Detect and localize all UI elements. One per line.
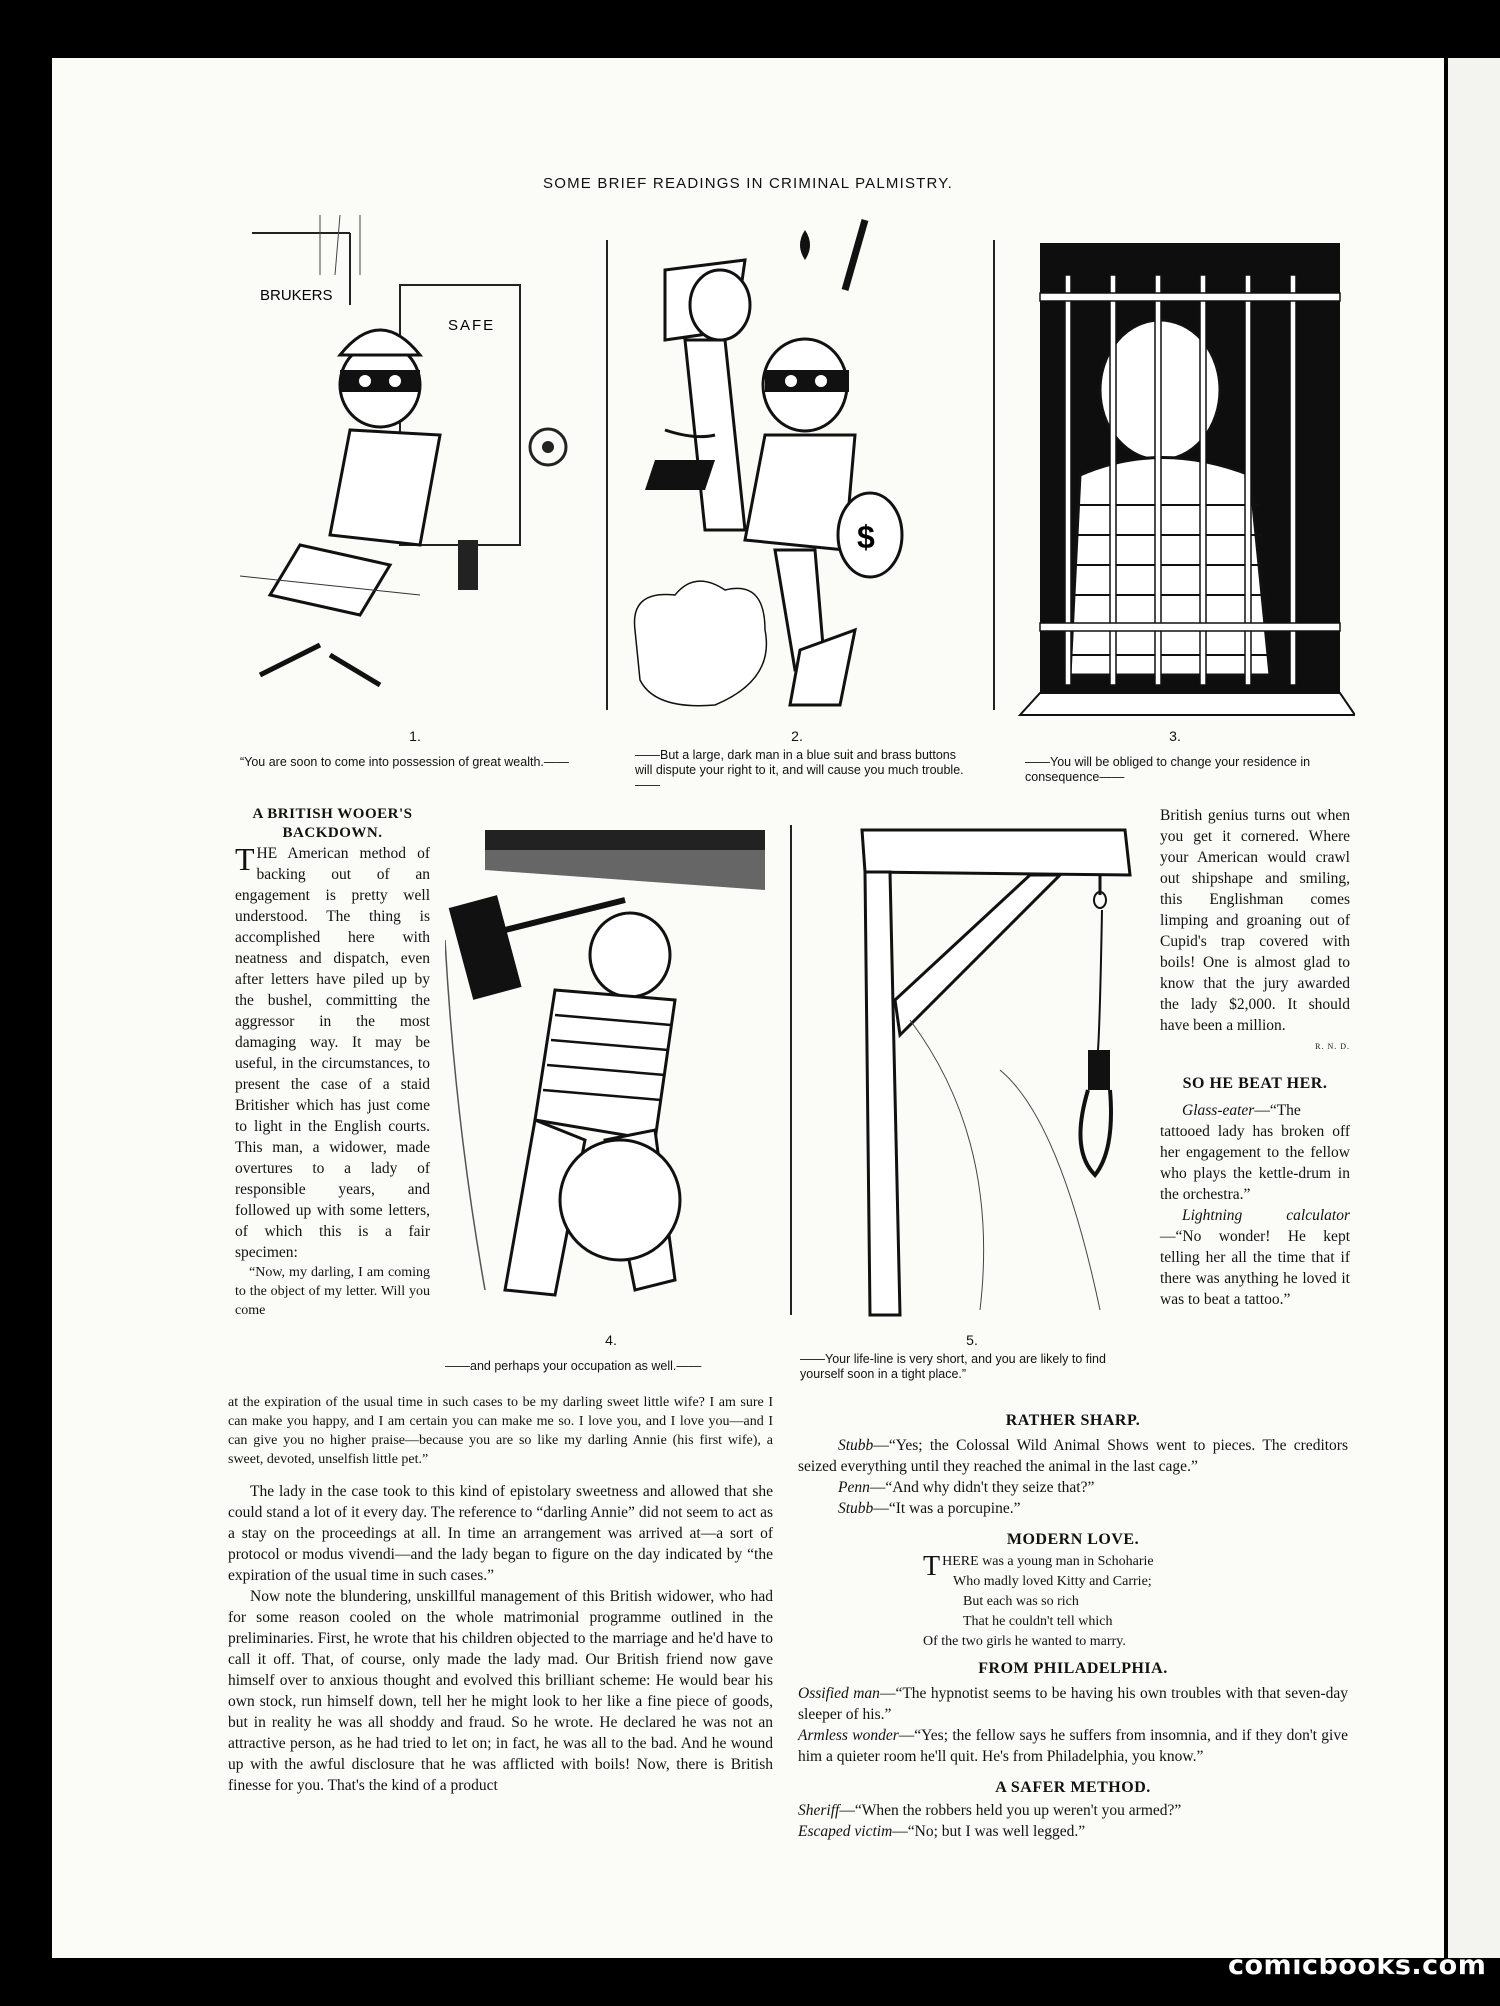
panel-divider	[993, 240, 995, 710]
page-edge	[1436, 58, 1442, 1958]
safer-article-title: A SAFER METHOD.	[995, 1779, 1151, 1796]
phila-speaker-2: Armless wonder	[798, 1727, 899, 1744]
panel-3-illustration	[1010, 215, 1355, 725]
panel-3-caption: ——You will be obliged to change your residence in consequence——	[1025, 755, 1311, 784]
wooer-article-title: A BRITISH WOOER'S BACKDOWN.	[252, 806, 413, 841]
sharp-speaker-1: Stubb	[838, 1437, 874, 1454]
sharp-speaker-2: Penn	[838, 1479, 870, 1496]
panel-4-illustration	[445, 820, 780, 1320]
svg-text:SAFE: SAFE	[448, 317, 496, 334]
panel-1-number: 1.	[409, 728, 421, 744]
sharp-line-2: —“And why didn't they seize that?”	[869, 1479, 1095, 1496]
author-signature: R. N. D.	[1315, 1042, 1350, 1051]
page-header: SOME BRIEF READINGS IN CRIMINAL PALMISTRY.	[543, 175, 953, 192]
panel-1-illustration	[240, 215, 600, 715]
love-article-title: MODERN LOVE.	[1006, 1531, 1140, 1548]
panel-4-number: 4.	[605, 1332, 617, 1348]
phila-line-2: —“Yes; the fellow says he suffers from insomnia, and if they don't give him a quieter room he'll quit. He's from Philadelphia, you know.”	[798, 1727, 1348, 1765]
sharp-line-3: —“It was a porcupine.”	[873, 1500, 1021, 1517]
panel-1-caption: “You are soon to come into possession of great wealth.——	[240, 755, 569, 769]
love-line-5: Of the two girls he wanted to marry.	[923, 1634, 1126, 1649]
love-drop-cap: T	[923, 1551, 941, 1582]
wooer-drop-cap: T	[235, 841, 255, 877]
love-line-1: HERE was a young man in Schoharie	[942, 1554, 1154, 1569]
love-line-2: Who madly loved Kitty and Carrie;	[953, 1574, 1152, 1589]
love-line-3: But each was so rich	[963, 1594, 1079, 1609]
panel-5-number: 5.	[966, 1332, 978, 1348]
panel-2-caption: ——But a large, dark man in a blue suit and brass buttons will dispute your right to it, and will cause you much trouble.——	[635, 748, 964, 792]
safer-speaker-2: Escaped victim	[798, 1823, 893, 1840]
panel-5-illustration	[800, 820, 1150, 1320]
phila-speaker-1: Ossified man	[798, 1685, 880, 1702]
adjacent-page	[1448, 58, 1500, 1958]
wooer-article-continued	[228, 1393, 773, 1796]
sharp-article-title: RATHER SHARP.	[1005, 1412, 1141, 1429]
panel-3-number: 3.	[1169, 728, 1181, 744]
beat-line-2: —“No wonder! He kept telling her all the time that if there was anything he loved it was to beat a tattoo.”	[1160, 1228, 1350, 1308]
safer-line-1: —“When the robbers held you up weren't you armed?”	[839, 1802, 1182, 1819]
panel-5-caption: ——Your life-line is very short, and you are likely to find yourself soon in a tight place.”	[800, 1352, 1106, 1381]
panel-2-illustration	[625, 210, 990, 715]
beat-article-title: SO HE BEAT HER.	[1182, 1075, 1328, 1092]
panel-divider	[790, 825, 792, 1315]
wooer-article-column	[235, 805, 430, 1320]
wooer-paragraph-continued: British genius turns out when you get it cornered. Where your American would crawl out shipshape and smiling, this Englishman comes limping and groaning out of Cupid's trap covered with boils! One is almost glad to know that the jury awarded the lady $2,000. It should have been a million.	[1160, 807, 1350, 1034]
panel-divider	[606, 240, 608, 710]
safer-speaker-1: Sheriff	[798, 1802, 840, 1819]
panel-4-caption: ——and perhaps your occupation as well.——	[445, 1359, 702, 1373]
love-line-4: That he couldn't tell which	[963, 1614, 1113, 1629]
wooer-paragraph-1: HE American method of backing out of an engagement is pretty well understood. The thing is accomplished here with neatness and dispatch, even after letters have piled up by the bushel, committing the aggressor in the most damaging way. It may be useful, in the circumstances, to present the case of a staid Britisher which has just come to light in the English courts. This man, a widower, made overtures to a lady of responsible years, and followed up with some letters, of which this is a fair specimen:	[235, 845, 430, 1261]
sharp-speaker-3: Stubb	[838, 1500, 874, 1517]
phila-article-title: FROM PHILADELPHIA.	[978, 1660, 1168, 1677]
love-poem	[923, 1552, 1223, 1652]
svg-text:$: $	[857, 519, 875, 555]
safer-line-2: —“No; but I was well legged.”	[892, 1823, 1086, 1840]
beat-speaker-2: Lightning calculator	[1182, 1207, 1350, 1224]
wooer-quote-end: at the expiration of the usual time in such cases to be my darling sweet little wife? I am sure I can make you happy, and I am certain you can make me so. I love you, and I love you—and I can give you no higher praise—because you are so like my darling Annie (his first wife), a sweet, devoted, unselfish little pet.”	[228, 1395, 773, 1467]
wooer-paragraph-2: The lady in the case took to this kind of epistolary sweetness and allowed that she could stand a lot of it every day. The reference to “darling Annie” did not seem to act as a stay on the proceedings at all. In time an arrangement was arrived at—a sort of protocol or modus vivendi—and the lady began to figure on the day indicated by “the expiration of the usual time in such cases.”	[228, 1483, 773, 1584]
beat-speaker-1: Glass-eater	[1182, 1102, 1255, 1119]
phila-line-1: —“The hypnotist seems to be having his own troubles with that seven-day sleeper of his.”	[798, 1685, 1349, 1723]
wooer-quote-start: “Now, my darling, I am coming to the object of my letter. Will you come	[235, 1265, 430, 1318]
right-column	[1160, 805, 1350, 1310]
site-watermark: comicbooks.com	[1228, 1950, 1487, 1981]
beat-line-1: —“The tattooed lady has broken off her engagement to the fellow who plays the kettle-drum in the orchestra.”	[1160, 1102, 1350, 1203]
wooer-paragraph-3: Now note the blundering, unskillful management of this British widower, who had for some reason cooled on the whole matrimonial programme outlined in the preliminaries. First, he wrote that his children objected to the marriage and he'd have to call it off. That, of course, only made the lady mad. Our British friend now gave himself over to anxious thought and evolved this brilliant scheme: He would bear his own stock, run himself down, tell her he might look to her like a fine piece of goods, but in reality he was all shoddy and fraud. So he wrote. He declared he was not an attractive person, as he had tried to let on; in fact, he was all to the bad. And he wound up with the awful disclosure that he was afflicted with boils! Now, there is British finesse for you. That's the kind of a product	[228, 1588, 773, 1794]
short-stories-column	[798, 1410, 1348, 1842]
brokers-sign-text: BRUKERS	[260, 287, 333, 304]
sharp-line-1: —“Yes; the Colossal Wild Animal Shows went to pieces. The creditors seized everything until they reached the animal in the last cage.”	[798, 1437, 1348, 1475]
panel-2-number: 2.	[791, 728, 803, 744]
